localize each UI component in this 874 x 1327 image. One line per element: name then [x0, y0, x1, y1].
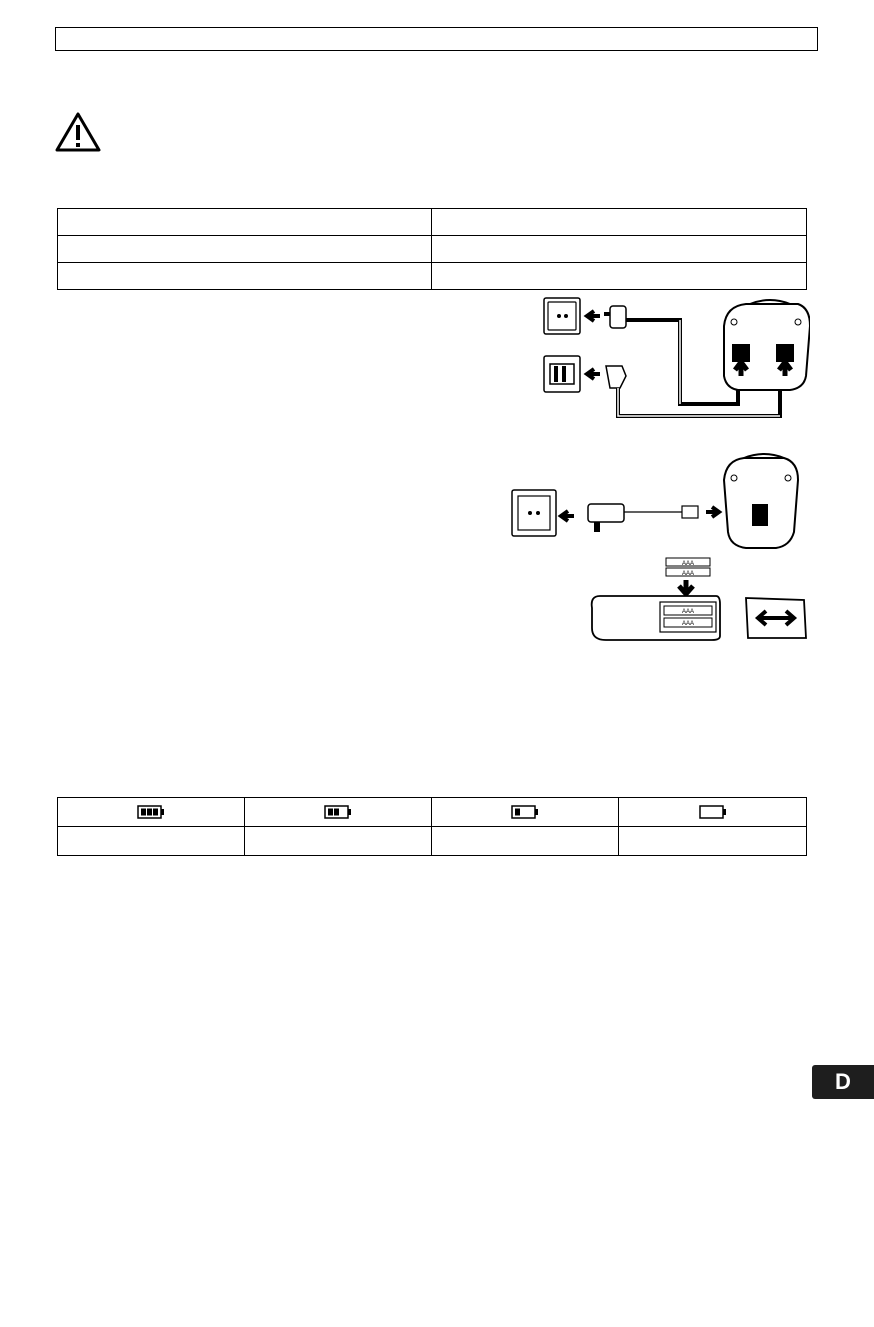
base-station-icon	[724, 300, 810, 390]
table-row	[58, 263, 807, 290]
table-cell	[432, 236, 807, 263]
table-cell	[432, 827, 619, 856]
table-row	[58, 798, 807, 827]
table-cell	[58, 827, 245, 856]
battery-full-icon	[137, 805, 165, 819]
charger-adapter-icon	[588, 504, 624, 522]
arrow-left-icon	[587, 311, 600, 321]
table-cell	[58, 263, 432, 290]
language-tab	[812, 1065, 874, 1099]
warning-triangle-icon	[55, 112, 101, 152]
battery-label: AAA	[681, 621, 695, 627]
arrow-down-icon	[679, 580, 693, 594]
battery-insertion-illustration	[586, 556, 808, 646]
battery-level-table	[57, 797, 807, 856]
table-cell	[58, 236, 432, 263]
base-connection-illustration	[540, 296, 810, 426]
table-cell	[432, 209, 807, 236]
power-socket-icon	[544, 298, 580, 334]
battery-label: AAA	[681, 571, 695, 577]
table-row	[58, 236, 807, 263]
battery-one-third-icon	[511, 805, 539, 819]
table-cell	[619, 827, 807, 856]
table-row	[58, 209, 807, 236]
handset-back-icon	[592, 596, 720, 640]
table-cell	[245, 827, 432, 856]
table-cell	[432, 263, 807, 290]
charger-plug-icon	[682, 506, 698, 518]
table-cell	[58, 209, 432, 236]
header-box	[55, 27, 818, 51]
battery-pair-icon	[666, 558, 710, 577]
phone-socket-icon	[544, 356, 580, 392]
arrow-right-icon	[706, 507, 719, 517]
charger-connection-illustration	[508, 452, 808, 552]
battery-label: AAA	[681, 561, 695, 567]
phone-plug-icon	[606, 366, 626, 388]
battery-cover-icon	[746, 598, 806, 638]
battery-two-thirds-icon	[324, 805, 352, 819]
spec-table	[57, 208, 807, 290]
battery-empty-icon	[699, 805, 727, 819]
battery-label: AAA	[681, 609, 695, 615]
power-adapter-icon	[610, 306, 626, 328]
charger-base-icon	[724, 454, 798, 548]
arrow-left-icon	[561, 511, 574, 521]
table-row	[58, 827, 807, 856]
arrow-left-icon	[587, 369, 600, 379]
language-tab-label: D	[835, 1069, 851, 1094]
power-socket-icon	[512, 490, 556, 536]
